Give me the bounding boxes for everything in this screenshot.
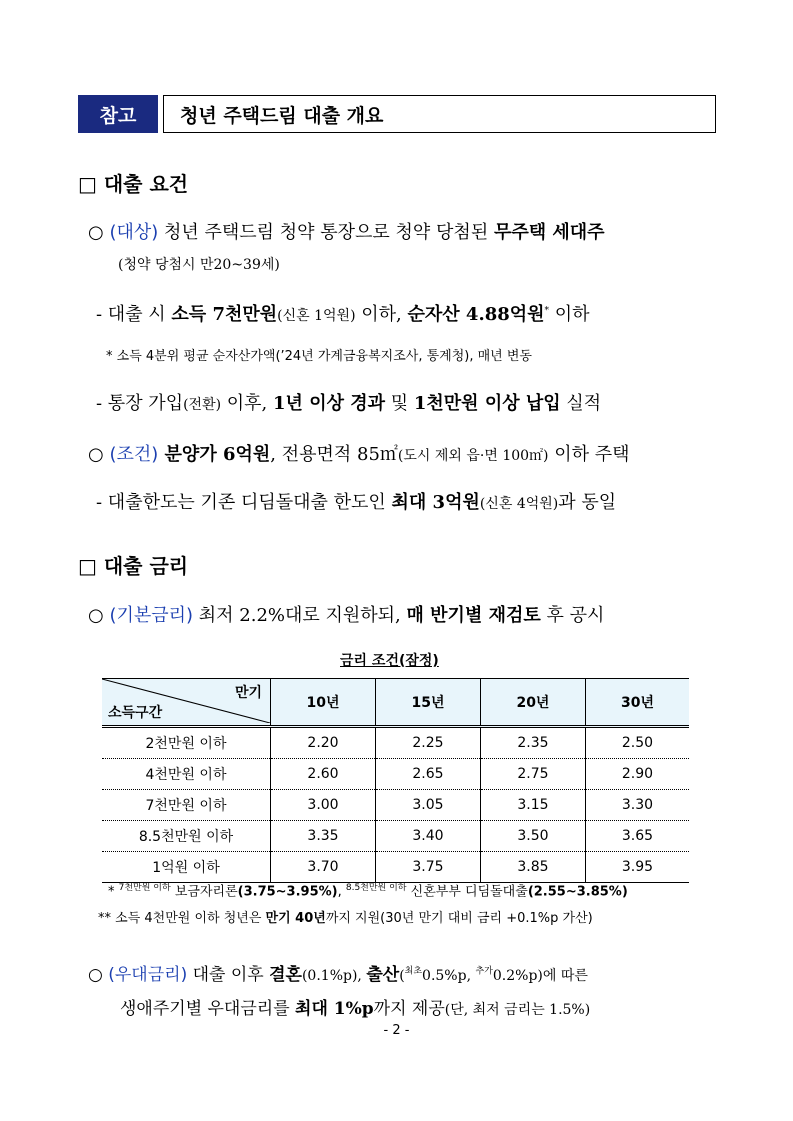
table-cell: 3.75 xyxy=(375,852,480,883)
limit-text-3: 과 동일 xyxy=(558,492,617,513)
column-header: 20년 xyxy=(480,679,585,727)
table-cell: 3.40 xyxy=(375,821,480,852)
table-cell: 3.50 xyxy=(480,821,585,852)
table-cell: 3.70 xyxy=(271,852,376,883)
row-label: 1억원 이하 xyxy=(102,852,271,883)
pref-rate-label: (우대금리) xyxy=(108,965,188,985)
condition-bold: 분양가 6억원 xyxy=(158,444,271,465)
account-text-5: 실적 xyxy=(560,393,602,414)
pref-text-5: 0.2%p)에 따른 xyxy=(492,968,588,984)
pref-text-2: (0.1%p), xyxy=(301,968,367,984)
account-bold-1: 1년 이상 경과 xyxy=(273,393,386,414)
note2-text-1: ** 소득 4천만원 이하 청년은 xyxy=(98,911,266,926)
pref-text-1: 대출 이후 xyxy=(187,965,270,985)
table-cell: 2.20 xyxy=(271,727,376,759)
target-text: 청년 주택드림 청약 통장으로 청약 당첨된 xyxy=(158,222,494,243)
pref-text-3: ( xyxy=(399,968,405,984)
limit-line xyxy=(96,488,616,514)
base-rate-line xyxy=(88,601,604,627)
row-label: 8.5천만원 이하 xyxy=(102,821,271,852)
table-row xyxy=(102,852,689,883)
income-bold-2: 순자산 4.88억원 xyxy=(407,304,545,325)
income-note: * 소득 4분위 평균 순자산가액(’24년 가계금융복지조사, 통계청), 매년 변동 xyxy=(106,349,532,364)
table-row xyxy=(102,727,689,759)
income-text-3: 이하, xyxy=(355,304,408,325)
table-cell: 3.95 xyxy=(585,852,689,883)
table-cell: 2.25 xyxy=(375,727,480,759)
table-caption: 금리 조건(잠정) xyxy=(340,653,439,669)
condition-line xyxy=(88,440,630,466)
income-line xyxy=(96,300,590,326)
table-cell: 3.85 xyxy=(480,852,585,883)
column-header: 15년 xyxy=(375,679,480,727)
income-text-4: 이하 xyxy=(549,304,590,325)
condition-text-2: (도시 제외 읍·면 100㎡) xyxy=(397,448,549,464)
table-cell: 3.00 xyxy=(271,790,376,821)
bullet: ○ xyxy=(88,222,104,243)
note-text-2: , xyxy=(337,884,346,900)
base-rate-text-2: 후 공시 xyxy=(540,605,605,626)
row-label: 2천만원 이하 xyxy=(102,727,271,759)
table-cell: 2.75 xyxy=(480,759,585,790)
base-rate-text-1: 최저 2.2%대로 지원하되, xyxy=(193,605,407,626)
pref-line2-text-1: 생애주기별 우대금리를 xyxy=(120,999,296,1019)
table-row xyxy=(102,759,689,790)
table-header-row xyxy=(102,679,689,727)
account-text-1: - 통장 가입 xyxy=(96,393,184,414)
pref-bold-1: 결혼 xyxy=(269,965,302,985)
target-bold: 무주택 세대주 xyxy=(493,222,605,243)
table-cell: 2.50 xyxy=(585,727,689,759)
income-text-2: (신혼 1억원) xyxy=(277,308,356,324)
table-cell: 3.30 xyxy=(585,790,689,821)
table-row xyxy=(102,790,689,821)
account-text-2: (전환) xyxy=(183,397,222,413)
table-note-1 xyxy=(108,880,628,899)
target-note: (청약 당첨시 만20~39세) xyxy=(118,257,280,273)
table-cell: 2.90 xyxy=(585,759,689,790)
condition-label: (조건) xyxy=(109,444,159,465)
limit-text-1: - 대출한도는 기존 디딤돌대출 한도인 xyxy=(96,492,392,513)
title-banner xyxy=(78,95,716,133)
table-cell: 3.35 xyxy=(271,821,376,852)
pref-line2-text-2: 까지 제공 xyxy=(373,999,445,1019)
table-cell: 2.35 xyxy=(480,727,585,759)
note-sup-1: 7천만원 이하 xyxy=(118,883,171,893)
table-cell: 2.60 xyxy=(271,759,376,790)
pref-sup-1: 최초 xyxy=(404,966,423,977)
note-star: * xyxy=(108,884,119,900)
income-bracket-label: 소득구간 xyxy=(108,705,163,721)
condition-text-1: , 전용면적 85㎡ xyxy=(270,444,398,465)
column-header: 10년 xyxy=(271,679,376,727)
note2-bold: 만기 40년 xyxy=(265,911,326,926)
maturity-label: 만기 xyxy=(234,685,262,701)
target-label: (대상) xyxy=(109,222,159,243)
pref-text-4: 0.5%p, xyxy=(422,968,476,984)
table-row xyxy=(102,821,689,852)
section-heading-requirements: □ 대출 요건 xyxy=(78,172,189,196)
account-line xyxy=(96,389,601,415)
row-label: 4천만원 이하 xyxy=(102,759,271,790)
pref-rate-line-1 xyxy=(88,960,588,985)
note2-text-2: 까지 지원(30년 만기 대비 금리 +0.1%p 가산) xyxy=(325,911,593,926)
note-sup-2: 8.5천만원 이하 xyxy=(345,883,407,893)
pref-bold-2: 출산 xyxy=(366,965,400,985)
reference-tag: 참고 xyxy=(78,95,158,133)
table-cell: 3.05 xyxy=(375,790,480,821)
limit-text-2: (신혼 4억원) xyxy=(479,496,559,512)
base-rate-label: (기본금리) xyxy=(109,605,194,626)
page-title: 청년 주택드림 대출 개요 xyxy=(163,95,716,133)
table-cell: 3.15 xyxy=(480,790,585,821)
bullet: ○ xyxy=(88,605,104,626)
column-header: 30년 xyxy=(585,679,689,727)
income-bold-1: 소득 7천만원 xyxy=(171,304,278,325)
table-cell: 3.65 xyxy=(585,821,689,852)
base-rate-bold: 매 반기별 재검토 xyxy=(406,605,541,626)
bullet: ○ xyxy=(88,444,104,465)
account-bold-2: 1천만원 이상 납입 xyxy=(413,393,561,414)
row-label: 7천만원 이하 xyxy=(102,790,271,821)
table-note-2 xyxy=(98,907,593,926)
section-heading-rates: □ 대출 금리 xyxy=(78,554,189,578)
bullet: ○ xyxy=(88,965,103,985)
account-text-4: 및 xyxy=(385,393,414,414)
income-sup: * xyxy=(544,306,550,316)
condition-text-3: 이하 주택 xyxy=(548,444,630,465)
pref-sup-2: 추가 xyxy=(475,966,493,977)
table-corner-cell xyxy=(102,679,271,727)
note-bold-1: (3.75~3.95%) xyxy=(237,884,338,900)
note-bold-2: (2.55~3.85%) xyxy=(527,884,628,900)
pref-line2-bold: 최대 1%p xyxy=(295,999,374,1019)
limit-bold: 최대 3억원 xyxy=(391,492,480,513)
target-line xyxy=(88,218,605,244)
pref-rate-line-2 xyxy=(120,994,590,1019)
income-text-1: - 대출 시 xyxy=(96,304,172,325)
table-cell: 2.65 xyxy=(375,759,480,790)
account-text-3: 이후, xyxy=(221,393,274,414)
note-text-1: 보금자리론 xyxy=(170,884,238,900)
note-text-3: 신혼부부 디딤돌대출 xyxy=(406,884,528,900)
page-number: - 2 - xyxy=(383,1023,410,1038)
pref-line2-text-3: (단, 최저 금리는 1.5%) xyxy=(444,1002,591,1018)
rate-table xyxy=(102,678,689,883)
